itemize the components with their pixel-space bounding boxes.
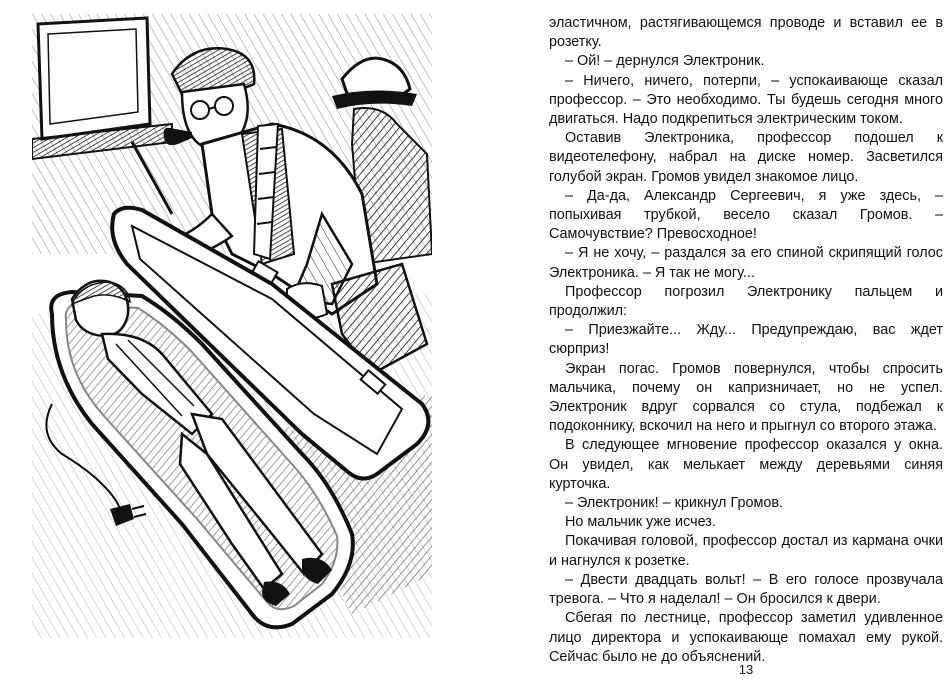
paragraph: эластичном, растягивающемся проводе и вставил ее в розетку. [549, 15, 943, 51]
page-number: 13 [738, 662, 754, 677]
paragraph: – Электроник! – крикнул Громов. [565, 495, 783, 512]
illustration-drawing [32, 14, 432, 638]
illustration [32, 14, 432, 638]
paragraph: – Я не хочу, – раздался за его спиной скрипящий голос Электроника. – Я так не могу... [549, 245, 943, 281]
paragraph: В следующее мгновение профессор оказался у окна. Он увидел, как мелькает между деревьями синяя курточка. [549, 437, 943, 492]
paragraph: – Двести двадцать вольт! – В его голосе прозвучала тревога. – Что я наделал! – Он бросился к двери. [549, 571, 943, 608]
paragraph: Оставив Электроника, профессор подошел к видеотелефону, набрал на диске номер. Засветился голубой экран. Громов увидел знакомое лицо. [549, 130, 943, 185]
paragraph: Но мальчик уже исчез. [565, 514, 716, 531]
paragraph: Экран погас. Громов повернулся, чтобы спросить мальчика, почему он капризничает, но не успел. Электроник вдруг сорвался со стула, подбежал к подоконнику, вскочил на него и прыгнул со второго этажа. [549, 360, 943, 435]
paragraph: – Ой! – дернулся Электроник. [565, 53, 765, 70]
paragraph: – Ничего, ничего, потерпи, – успокаивающе сказал профессор. – Это необходимо. Ты будешь сегодня много двигаться. Надо подкрепиться электрическим током. [549, 72, 943, 128]
text-column [549, 14, 943, 667]
paragraph: – Приезжайте... Жду... Предупреждаю, вас ждет сюрприз! [549, 322, 943, 358]
paragraph: – Да-да, Александр Сергеевич, я уже здесь, – попыхивая трубкой, весело сказал Громов. – Самочувствие? Превосходное! [549, 187, 943, 243]
paragraph: Покачивая головой, профессор достал из кармана очки и нагнулся к розетке. [549, 533, 943, 569]
paragraph: Профессор погрозил Электронику пальцем и продолжил: [549, 283, 943, 320]
paragraph: Сбегая по лестнице, профессор заметил удивленное лицо директора и успокаивающе помахал ему рукой. Сейчас было не до объяснений. [549, 610, 943, 665]
